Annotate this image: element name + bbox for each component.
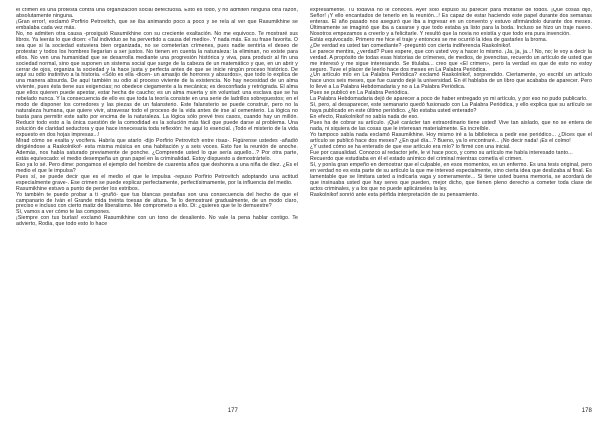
page-number: 177 bbox=[227, 408, 238, 414]
paragraph: Sí, vamos a ver cómo te las compones. bbox=[16, 209, 111, 216]
paragraph: En efecto, Raskolnikof no sabía nada de eso. bbox=[310, 114, 419, 121]
paragraph: Pues ha de cobrar su artículo. ¡Qué carácter tan extraordinario tiene usted! Vive tan aislado, que no se entera de nada, ni siquiera de las cosas que le interesan materialmente. Es increíble. bbox=[310, 120, 592, 133]
paragraph: Pues se publicó en La Palabra Periódica. bbox=[310, 90, 409, 97]
paragraph: Sí, pero, al desaparecer, este semanario quedó fusionado con La Palabra Periódica, y ello explica que su artículo se haya publicado en este último periódico. ¿No estaba usted enterado? bbox=[310, 102, 592, 115]
paragraph: Le parece mentira, ¿verdad? Pues espere, que con usted voy a hacer lo mismo. ¡Ja, ja, ja...! No, no; le voy a decir la verdad. A propósito de todas esas historias de crímenes, de medios, de jovencitas, recuerdo un artículo de usted que me interesó y me sigue interesando. Se titulaba... creo que «El crimen», pero la verdad es que de esto no estoy seguro. Tuve el placer de leerlo hace dos meses en La Palabra Periódica. bbox=[310, 48, 592, 73]
paragraph: Yo también te puedo probar a ti -gruñó- que tus blancas pestañas son una consecuencia del hecho de que el campanario de Iván el Grande mida treinta toesas de altura. Te lo demostraré gradualmente, de un modo claro, preciso e incluso con cierto matiz de liberalismo. Me comprometo a ello. Di: ¿quieres que te lo demuestre? bbox=[16, 191, 298, 210]
paragraph: Fue por casualidad. Conozco al redactor jefe, le vi hace poco, y como su artículo me había interesado tanto... bbox=[310, 149, 573, 156]
page-number: 178 bbox=[581, 408, 592, 414]
left-page-text bbox=[16, 8, 298, 396]
paragraph: Sí, y ponía gran empeño en demostrar que el culpable, en esos momentos, es un enfermo. Es una tesis original, pero en verdad no es esta parte de su artículo la que me interesó especialmente, sino cierta idea que deslizaba al final. Es lamentable que se limitara usted a indicarla vaga y someramente... Si tiene usted buena memoria, se acordará de que insinuaba usted que hay seres que pueden, mejor dicho, que tienen pleno derecho a cometer toda clase de actos criminales, y a los que no puede aplicárseles la ley. bbox=[310, 161, 592, 192]
right-page bbox=[310, 8, 592, 416]
paragraph: ¡Gran error!, exclamó Porfirio Petrovitch, que se iba animando poco a poco y se reía al ver que Rasumikhine se embalaba cada vez más. bbox=[16, 18, 298, 31]
paragraph: ¿Un artículo mío en La Palabra Periódica? exclamó Raskolnikof, sorprendido. Ciertamente, yo escribí un artículo hace unos seis meses, que fue cuando dejé la universidad. En él hablaba de un libro que acababa de aparecer. Pero lo llevé a La Palabra Hebdomadaria y no a La Palabra Periódica. bbox=[310, 72, 592, 91]
paragraph: Eso ya lo sé. Pero dime: pongamos el ejemplo del hombre de cuarenta años que deshonra a una niña de diez. ¿Es el medio el que le impulsa? bbox=[16, 161, 298, 174]
paragraph: Recuerdo que estudiaba en él el estado anímico del criminal mientras cometía el crimen. bbox=[310, 155, 523, 162]
gutter bbox=[299, 0, 301, 424]
paragraph: Pues sí, se puede decir que es el medio el que le impulsa -repuso Porfirio Petrovitch adoptando una actitud especialmente grave-. Ese crimen se puede explicar perfectamente, perfectísimamente, por la influencia del medio. bbox=[16, 173, 298, 186]
paragraph: Raskolnikof sonrió ante esta pérfida interpretación de su pensamiento. bbox=[310, 191, 480, 198]
paragraph: Yo tampoco sabía nada exclamó Rasumikhine. Hoy mismo iré a la biblioteca a pedir ese periódico... ¿Dices que el artículo se publicó hace dos meses? ¿En qué día...? Bueno, ya lo encontraré... ¡No decir nada! ¡Es el colmo! bbox=[310, 132, 592, 144]
paragraph: ¿De verdad es usted tan comediante? -preguntó con cierta indiferencia Raskolnikof. bbox=[310, 42, 512, 49]
paragraph: ¿Y usted cómo se ha enterado de que ese artículo era mío? lo firmé con una inicial. bbox=[310, 143, 511, 150]
left-page bbox=[16, 8, 298, 416]
paragraph: expresamente. Tú todavía no le conoces. Ayer solo expuso su parecer para mofarse de todos. ¡Qué cosas dijo, Señor! ¡Y ello encantados de tenerlo en la reunión...! Es capaz de estar haciendo este papel durante dos semanas enteras. El año pasado nos aseguró que iba a ingresar en un convento y estuvo afirmándolo durante dos meses. Últimamente se imaginó que iba a casarse y que todo estaba ya listo para la boda. Incluso se hizo un traje nuevo. Nosotros empezamos a creerlo y a felicitarle. Y resultó que la novia no existía y que todo era pura invención. bbox=[310, 8, 592, 37]
right-page-text bbox=[310, 8, 592, 396]
paragraph: Rasumikhine estuvo a punto de perder los estribos. bbox=[16, 185, 140, 192]
paragraph: Estás equivocado. Primero me hice el traje y entonces se me ocurrió la idea de gastarles la broma. bbox=[310, 36, 548, 43]
paragraph: ¡Siempre con tus burlas! exclamó Rasumikhine con un tono de desaliento. No vale la pena hablar contigo. Te advierto, Rodia, que todo esto lo hace bbox=[16, 215, 298, 228]
paragraph: Mirad cómo se exalta y vocifera. Habría que atarlo -dijo Porfirio Petrovitch entre risas-. Figúrense ustedes -añadió dirigiéndose a Raskolnikof- esta misma música en una habitación y a seis voces. Esto fue la reunión de anoche. Además, nos había saturado previamente de ponche. ¿Comprende usted lo que sería aquello...? Por otra parte, estás equivocado: el medio desempeña un gran papel en la criminalidad. Estoy dispuesto a demostrártelo. bbox=[16, 137, 298, 162]
paragraph: La Palabra Hebdomadaria dejó de aparecer a poco de haber entregado yo mi artículo, y por eso no pudo publicarlo. bbox=[310, 96, 588, 103]
paragraph: el crimen es una protesta contra una organización social defectuosa. Esto es todo, y no admiten ninguna otra razón, absolutamente ninguna. bbox=[16, 8, 298, 19]
paragraph: No, no admiten otra causa -prosiguió Rasumikhine con su creciente exaltación. No me equivoco. Te mostraré sus libros. Ya leerás lo que dicen: «Tal individuo se ha pervertido a causa del medio». Y nada más. Es su frase favorita. O sea que si la sociedad estuviera bien organizada, no se cometerían crímenes, pues nadie sentiría el deseo de protestar y todos los hombres llegarían a ser justos. No tienen en cuenta la naturaleza: la eliminan, no existe para ellos. No ven una humanidad que se desarrolla mediante una progresión histórica y viva, para producir al fin una sociedad normal, sino que suponen un sistema social que surge de la cabeza de un matemático y que, en un abrir y cerrar de ojos, organiza la sociedad y la hace justa y perfecta antes de que se inicie ningún proceso histórico. De aquí su odio instintivo a la historia. «Sólo es ella -dicen- un amasijo de horrores y absurdos», que todo lo explica de una manera absurda. De aquí también su odio al proceso viviente de la existencia. No hay necesidad de un alma viviente, pues ésta tiene sus exigencias; no obedece ciegamente a la mecánica; es desconfiada y retrógrada. El alma que ellos quieren puede apestar, estar hecha de caucho; es un alma muerta y sin voluntad: una esclava que se ha rebelado nunca. Y la consecuencia de ello es que toda la teoría consiste en una serie de ladrillos sobrepuestos; en el modo de disponer los corredores y las piezas de un falansterio. Este falansterio se puede construir, pero no la naturaleza humana, que quiere vivir, atravesar todo el proceso de la vida antes de irse al cementerio. La lógica no basta para permitir este salto por encima de la naturaleza. La lógica sólo prevé tres casos, cuando hay un millón. Reducir todo esto a la única cuestión de la comodidad es la solución más fácil que puede darse al problema. Una solución de claridad seductora y que hace innecesaria toda reflexión: he aquí lo esencial. ¡Todo el misterio de la vida expuesto en dos hojas impresas...! bbox=[16, 30, 298, 139]
